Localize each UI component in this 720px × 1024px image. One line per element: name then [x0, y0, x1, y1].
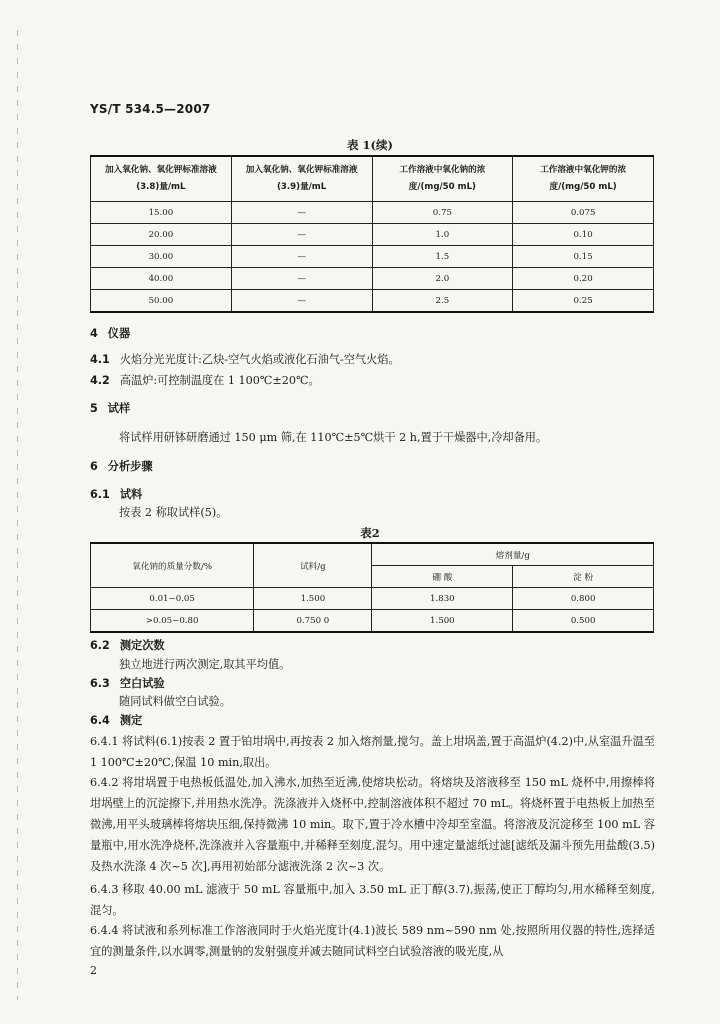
- section-5-heading: [90, 401, 130, 417]
- clause-6-1-text: 按表 2 称取试样(5)。: [119, 506, 228, 519]
- table-cell: 0.25: [513, 290, 654, 313]
- clause-6-4-heading: [90, 713, 142, 729]
- clause-number: 4.1: [90, 353, 110, 366]
- table-cell: —: [231, 290, 372, 313]
- table-cell: 0.15: [513, 246, 654, 268]
- table-row: [91, 268, 654, 290]
- table-cell: 1.500: [254, 588, 372, 610]
- clause-6-1-heading: [90, 487, 142, 503]
- clause-6-2-heading: [90, 638, 165, 654]
- table-row: [91, 290, 654, 313]
- table-row: [91, 224, 654, 246]
- table2-caption: 表2: [360, 526, 380, 540]
- clause-6-2-text: 独立地进行两次测定,取其平均值。: [119, 658, 291, 671]
- section-title: 分析步骤: [107, 460, 153, 473]
- table-cell: 20.00: [91, 224, 232, 246]
- standard-number: YS/T 534.5—2007: [90, 102, 211, 116]
- table1: [90, 155, 654, 313]
- clause-4-1: [90, 352, 400, 368]
- table2-header-cell: 试料/g: [254, 543, 372, 588]
- table1-header-cell: 加入氧化钠、氧化钾标准溶液(3.8)量/mL: [91, 156, 232, 202]
- table-cell: 0.75: [372, 202, 513, 224]
- clause-number: 4.2: [90, 374, 110, 387]
- table-cell: 1.500: [372, 610, 513, 633]
- section-6-heading: [90, 459, 153, 475]
- table-cell: 0.20: [513, 268, 654, 290]
- table2-header-row: [91, 543, 654, 566]
- table-cell: 0.075: [513, 202, 654, 224]
- clause-text: 火焰分光光度计:乙炔-空气火焰或液化石油气-空气火焰。: [119, 353, 400, 366]
- clause-6-4-2: 6.4.2 将坩埚置于电热板低温处,加入沸水,加热至近沸,使熔块松动。将熔块及溶液移至 150 mL 烧杯中,用擦棒将坩埚壁上的沉淀擦下,并用热水洗净。洗涤液并入烧杯中,控制溶液体积不超过 70 mL。将烧杯置于电热板上加热至微沸,用平头玻璃棒将熔块压细,保持微沸 10 min。取下,置于冷水槽中冷却至室温。将溶液及沉淀移至 100 mL 容量瓶中,用水洗净烧杯,洗涤液并入容量瓶中,并稀释至刻度,混匀。用中速定量滤纸过滤[滤纸及漏斗预先用盐酸(3.5)及热水洗涤 4 次~5 次],再用初始部分滤液洗涤 2 次~3 次。: [90, 776, 655, 873]
- table-cell: 1.830: [372, 588, 513, 610]
- table-cell: >0.05~0.80: [91, 610, 254, 633]
- table-row: [91, 202, 654, 224]
- clause-4-2: [90, 373, 320, 389]
- table1-header-row: [91, 156, 654, 202]
- page-number: 2: [90, 964, 97, 977]
- table-row: [91, 588, 654, 610]
- table-row: [91, 246, 654, 268]
- table2: [90, 542, 654, 633]
- section-number: 4: [90, 327, 98, 340]
- clause-text: 高温炉:可控制温度在 1 100℃±20℃。: [119, 374, 320, 387]
- table1-header-cell: 工作溶液中氧化钾的浓度/(mg/50 mL): [513, 156, 654, 202]
- table2-header-cell: 氧化钠的质量分数/%: [91, 543, 254, 588]
- table-cell: —: [231, 202, 372, 224]
- table-cell: 0.500: [513, 610, 654, 633]
- table2-header-cell: 硼 酸: [372, 566, 513, 588]
- table2-header-cell: 淀 粉: [513, 566, 654, 588]
- table-cell: 2.5: [372, 290, 513, 313]
- clause-number: 6.1: [90, 488, 110, 501]
- clause-number: 6.4: [90, 714, 110, 727]
- section-title: 试样: [107, 402, 131, 415]
- table-row: [91, 610, 654, 633]
- clause-6-4-3: 6.4.3 移取 40.00 mL 滤液于 50 mL 容量瓶中,加入 3.50 mL 正丁醇(3.7),振荡,使正丁醇均匀,用水稀释至刻度,混匀。: [90, 883, 655, 917]
- clause-title: 空白试验: [119, 677, 165, 690]
- section-title: 仪器: [107, 327, 131, 340]
- table-cell: 40.00: [91, 268, 232, 290]
- table-cell: —: [231, 246, 372, 268]
- table2-header-cell: 熔剂量/g: [372, 543, 654, 566]
- clause-6-4-1: 6.4.1 将试料(6.1)按表 2 置于铂坩埚中,再按表 2 加入熔剂量,搅匀。盖上坩埚盖,置于高温炉(4.2)中,从室温升温至 1 100℃±20℃,保温 10 min,取出。: [90, 735, 655, 769]
- table1-caption: 表 1(续): [347, 138, 393, 152]
- table-cell: 50.00: [91, 290, 232, 313]
- table1-header-cell: 加入氧化钠、氧化钾标准溶液(3.9)量/mL: [231, 156, 372, 202]
- clause-title: 测定次数: [119, 639, 165, 652]
- clause-6-4-4: 6.4.4 将试液和系列标准工作溶液同时于火焰光度计(4.1)波长 589 nm~590 nm 处,按照所用仪器的特性,选择适宜的测量条件,以水调零,测量钠的发射强度并减去随同试料空白试验溶液的吸光度,从: [90, 924, 655, 958]
- table-cell: 1.5: [372, 246, 513, 268]
- table-cell: 30.00: [91, 246, 232, 268]
- table-cell: —: [231, 268, 372, 290]
- table-cell: 15.00: [91, 202, 232, 224]
- table1-header-cell: 工作溶液中氧化钠的浓度/(mg/50 mL): [372, 156, 513, 202]
- table-cell: 0.01~0.05: [91, 588, 254, 610]
- clause-6-3-heading: [90, 676, 165, 692]
- table-cell: 0.10: [513, 224, 654, 246]
- table-cell: —: [231, 224, 372, 246]
- clause-number: 6.2: [90, 639, 110, 652]
- table-cell: 1.0: [372, 224, 513, 246]
- clause-title: 试料: [119, 488, 143, 501]
- section-number: 5: [90, 402, 98, 415]
- section-5-text: 将试样用研钵研磨通过 150 μm 筛,在 110℃±5℃烘干 2 h,置于干燥器中,冷却备用。: [119, 431, 548, 444]
- clause-title: 测定: [119, 714, 143, 727]
- section-4-heading: [90, 326, 130, 342]
- binding-edge: [17, 30, 18, 1000]
- clause-number: 6.3: [90, 677, 110, 690]
- section-number: 6: [90, 460, 98, 473]
- table-cell: 2.0: [372, 268, 513, 290]
- clause-6-3-text: 随同试料做空白试验。: [119, 695, 231, 708]
- table-cell: 0.800: [513, 588, 654, 610]
- table-cell: 0.750 0: [254, 610, 372, 633]
